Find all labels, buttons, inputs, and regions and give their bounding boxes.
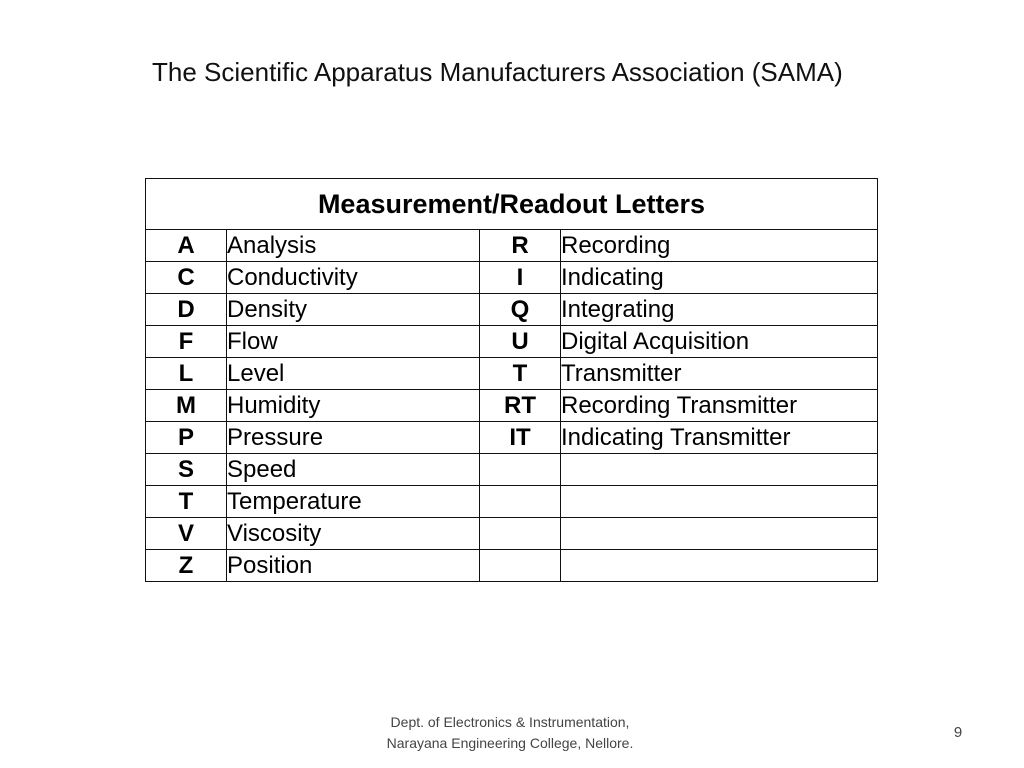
readout-letter xyxy=(480,486,561,518)
table-row xyxy=(146,358,878,390)
measurement-letter: C xyxy=(146,262,227,294)
table-row xyxy=(146,390,878,422)
readout-name: Integrating xyxy=(561,294,878,326)
table-header: Measurement/Readout Letters xyxy=(146,179,878,230)
readout-name: Transmitter xyxy=(561,358,878,390)
measurement-name: Speed xyxy=(227,454,480,486)
measurement-letter: D xyxy=(146,294,227,326)
readout-letter: RT xyxy=(480,390,561,422)
table-row xyxy=(146,550,878,582)
readout-name xyxy=(561,550,878,582)
readout-name: Recording Transmitter xyxy=(561,390,878,422)
readout-name: Indicating Transmitter xyxy=(561,422,878,454)
readout-letter: I xyxy=(480,262,561,294)
table-row xyxy=(146,422,878,454)
measurement-name: Pressure xyxy=(227,422,480,454)
table-row xyxy=(146,230,878,262)
page-number: 9 xyxy=(953,724,963,741)
measurement-letter: F xyxy=(146,326,227,358)
measurement-name: Humidity xyxy=(227,390,480,422)
footer-line-department: Dept. of Electronics & Instrumentation, xyxy=(390,714,630,730)
readout-letter: R xyxy=(480,230,561,262)
table-row xyxy=(146,326,878,358)
readout-name xyxy=(561,486,878,518)
readout-letter xyxy=(480,454,561,486)
readout-name xyxy=(561,454,878,486)
readout-name: Indicating xyxy=(561,262,878,294)
readout-name xyxy=(561,518,878,550)
table-header-row xyxy=(146,179,878,230)
readout-letter xyxy=(480,518,561,550)
measurement-letter: L xyxy=(146,358,227,390)
measurement-letter: M xyxy=(146,390,227,422)
table-row xyxy=(146,486,878,518)
measurement-letter: V xyxy=(146,518,227,550)
slide-title: The Scientific Apparatus Manufacturers Association (SAMA) xyxy=(152,57,843,87)
measurement-name: Level xyxy=(227,358,480,390)
measurement-name: Flow xyxy=(227,326,480,358)
measurement-readout-table xyxy=(145,178,878,582)
readout-letter xyxy=(480,550,561,582)
slide-footer xyxy=(360,712,660,754)
table-row xyxy=(146,518,878,550)
readout-letter: T xyxy=(480,358,561,390)
measurement-name: Analysis xyxy=(227,230,480,262)
measurement-letter: S xyxy=(146,454,227,486)
table-body xyxy=(146,230,878,582)
readout-name: Recording xyxy=(561,230,878,262)
readout-letter: Q xyxy=(480,294,561,326)
table-row xyxy=(146,262,878,294)
measurement-letter: T xyxy=(146,486,227,518)
measurement-name: Position xyxy=(227,550,480,582)
footer-line-college: Narayana Engineering College, Nellore. xyxy=(386,735,634,751)
readout-name: Digital Acquisition xyxy=(561,326,878,358)
measurement-letter: P xyxy=(146,422,227,454)
readout-letter: IT xyxy=(480,422,561,454)
table-row xyxy=(146,454,878,486)
measurement-letter: A xyxy=(146,230,227,262)
measurement-name: Conductivity xyxy=(227,262,480,294)
readout-letter: U xyxy=(480,326,561,358)
measurement-name: Viscosity xyxy=(227,518,480,550)
table-row xyxy=(146,294,878,326)
measurement-name: Density xyxy=(227,294,480,326)
measurement-name: Temperature xyxy=(227,486,480,518)
measurement-letter: Z xyxy=(146,550,227,582)
